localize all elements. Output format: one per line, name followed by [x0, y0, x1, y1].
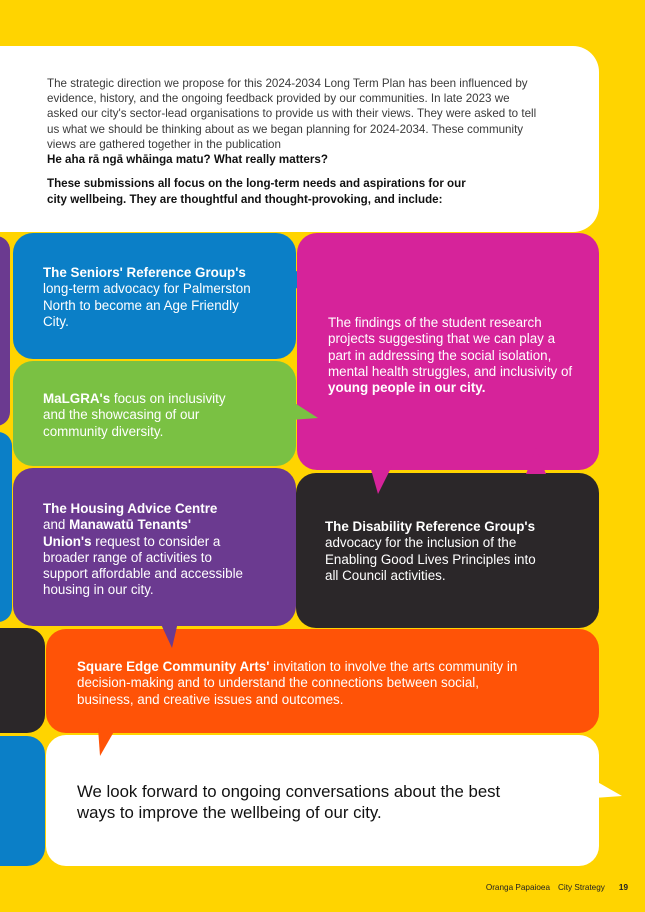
- housing-org1: The Housing Advice Centre: [43, 501, 218, 516]
- housing-org2: Manawatū Tenants' Union's: [43, 517, 192, 549]
- edge-black-shape: [0, 628, 45, 733]
- malgra-text: [43, 391, 243, 440]
- disability-org: The Disability Reference Group's: [325, 519, 536, 534]
- seniors-desc: long-term advocacy for Palmerston North to become an Age Friendly City.: [43, 281, 251, 329]
- intro-lead: These submissions all focus on the long-term needs and aspirations for our city wellbeing. They are thoughtful and thought-provoking, and include:: [47, 177, 466, 206]
- edge-purple-shape: [0, 236, 10, 426]
- malgra-desc: focus on inclusivity and the showcasing of our community diversity.: [43, 391, 226, 439]
- seniors-card: [13, 233, 296, 359]
- intro-question: He aha rā ngā whāinga matu? What really matters?: [47, 153, 328, 167]
- page-footer: [0, 883, 628, 892]
- page-number: 19: [618, 883, 628, 892]
- housing-desc: request to consider a broader range of activities to support affordable and accessible housing in our city.: [43, 533, 244, 598]
- disability-desc: advocacy for the inclusion of the Enabling Good Lives Principles into all Council activities.: [325, 535, 536, 583]
- intro-text: [47, 76, 537, 167]
- housing-tail: [160, 622, 180, 650]
- housing-and: and: [43, 517, 70, 533]
- student-highlight: young people in our city.: [328, 380, 486, 396]
- arts-org: Square Edge Community Arts': [77, 659, 270, 674]
- student-card: [297, 233, 599, 470]
- arts-card: [46, 629, 599, 733]
- seniors-text: [43, 265, 253, 330]
- seniors-org: The Seniors' Reference Group's: [43, 265, 246, 280]
- malgra-org: MaLGRA's: [43, 391, 111, 406]
- closing-tail: [594, 776, 624, 800]
- disability-text: [325, 519, 550, 584]
- intro-paragraph: The strategic direction we propose for this 2024-2034 Long Term Plan has been influenced by evidence, history, and the ongoing feedback provided by our communities. In late 2023 we asked our city's sector-lead organisations to provide us with their views. They were asked to tell us what we should be thinking about as we began planning for 2024-2034. These community views are gathered together in the publication: [47, 77, 537, 151]
- closing-text: We look forward to ongoing conversations about the best ways to improve the wellbeing of our city.: [77, 782, 501, 822]
- edge-blue-bottom-shape: [0, 736, 45, 866]
- housing-card: [13, 468, 296, 626]
- intro-panel: [0, 46, 599, 232]
- malgra-tail: [290, 400, 320, 424]
- arts-desc: invitation to involve the arts community in decision-making and to understand the connections between social, business, and creative issues and outcomes.: [77, 659, 518, 707]
- edge-blue-shape: [0, 432, 12, 622]
- closing-card: [46, 735, 599, 866]
- disability-card: [296, 473, 599, 628]
- footer-subtitle: City Strategy: [558, 883, 605, 892]
- student-text: [328, 315, 574, 396]
- arts-text: [77, 659, 527, 708]
- malgra-card: [13, 361, 296, 466]
- student-tail-right: [520, 448, 546, 474]
- footer-title: Oranga Papaioea: [485, 883, 551, 892]
- student-desc: The findings of the student research projects suggesting that we can play a part in addressing the social isolation, mental health struggles, and inclusivity of: [328, 315, 573, 379]
- housing-text: [43, 501, 243, 599]
- student-tail-left: [370, 466, 394, 496]
- arts-tail: [96, 728, 116, 758]
